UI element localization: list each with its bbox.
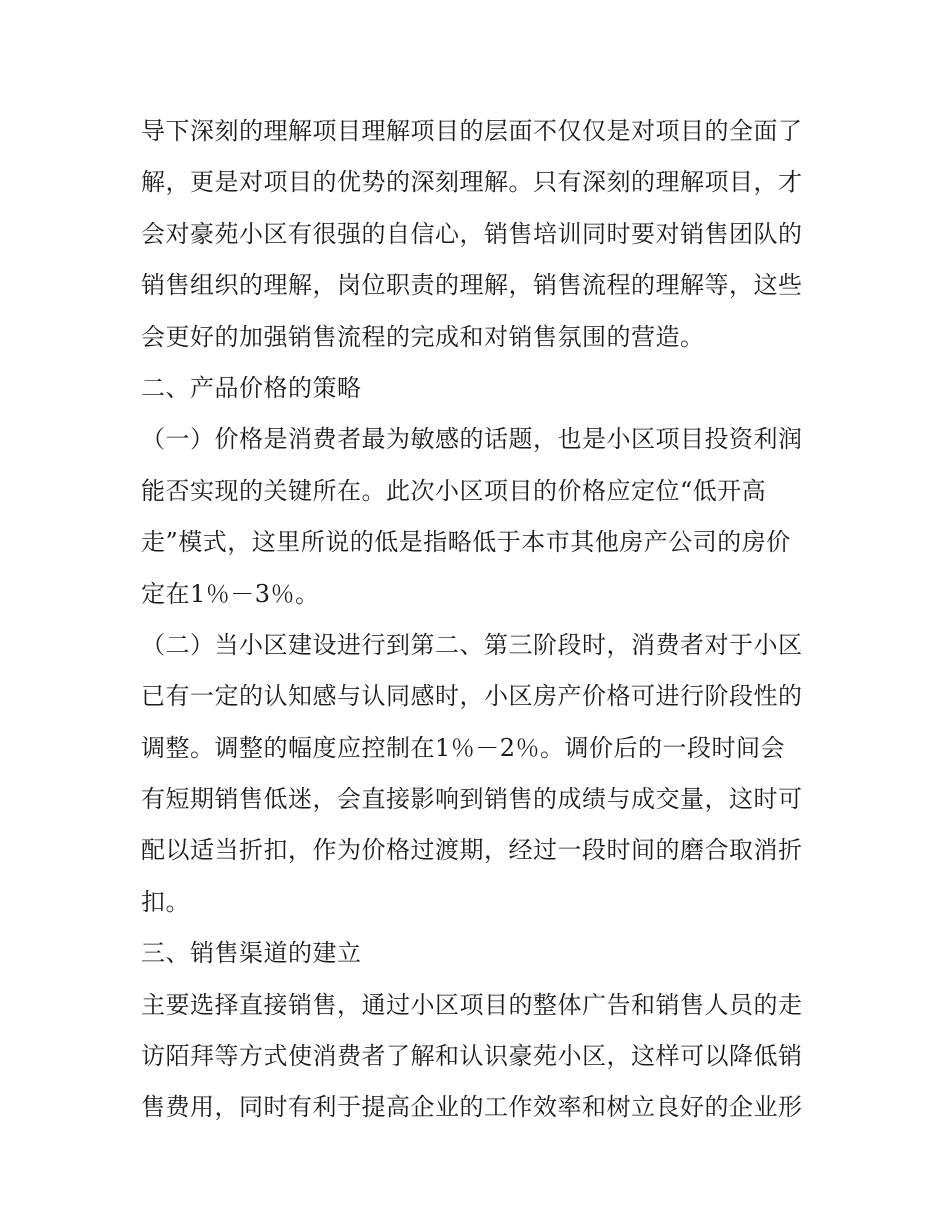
section-heading: 三、销售渠道的建立 — [141, 939, 362, 968]
text-line: 主要选择直接销售，通过小区项目的整体广告和销售人员的走 — [141, 990, 803, 1019]
text-line: 扣。 — [141, 887, 190, 916]
text-line: 有短期销售低迷，会直接影响到销售的成绩与成交量，这时可 — [141, 785, 803, 814]
text-line: 访陌拜等方式使消费者了解和认识豪苑小区，这样可以降低销 — [141, 1042, 803, 1071]
text-line: （二）当小区建设进行到第二、第三阶段时，消费者对于小区 — [141, 630, 803, 659]
text-line: 配以适当折扣，作为价格过渡期，经过一段时间的磨合取消折 — [141, 836, 803, 865]
text-line: 已有一定的认知感与认同感时，小区房产价格可进行阶段性的 — [141, 682, 803, 711]
text-line: 导下深刻的理解项目理解项目的层面不仅仅是对项目的全面了 — [141, 117, 803, 145]
document-body — [141, 106, 816, 1134]
text-line: 销售组织的理解，岗位职责的理解，销售流程的理解等，这些 — [141, 271, 803, 300]
text-line: 定在1％－3％。 — [141, 579, 320, 608]
text-line: 能否实现的关键所在。此次小区项目的价格应定位“低开高 — [141, 476, 767, 505]
text-line: 走”模式，这里所说的低是指略低于本市其他房产公司的房价 — [141, 528, 791, 557]
text-line: 调整。调整的幅度应控制在1％－2％。调价后的一段时间会 — [141, 733, 786, 762]
text-line: 售费用，同时有利于提高企业的工作效率和树立良好的企业形 — [141, 1093, 803, 1122]
section-heading: 二、产品价格的策略 — [141, 373, 362, 402]
text-line: 会对豪苑小区有很强的自信心，销售培训同时要对销售团队的 — [141, 219, 803, 248]
text-line: 会更好的加强销售流程的完成和对销售氛围的营造。 — [141, 322, 705, 351]
text-line: 解，更是对项目的优势的深刻理解。只有深刻的理解项目，才 — [141, 168, 803, 197]
text-line: （一）价格是消费者最为敏感的话题，也是小区项目投资利润 — [141, 425, 803, 454]
